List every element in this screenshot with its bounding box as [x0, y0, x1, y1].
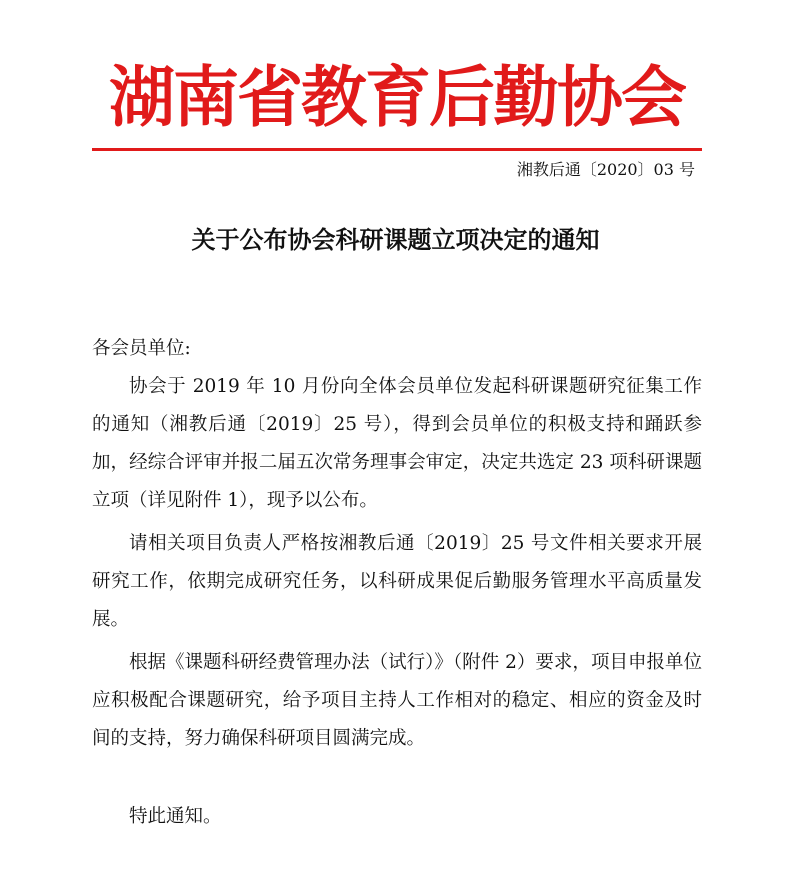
notice-body — [92, 330, 702, 836]
salutation: 各会员单位: — [92, 338, 191, 359]
organization-letterhead: 湖南省教育后勤协会 — [109, 59, 685, 136]
paragraph-1: 协会于 2019 年 10 月份向全体会员单位发起科研课题研究征集工作的通知（湘教后通〔2019〕25 号），得到会员单位的积极支持和踊跃参加，经综合评审并报二届五次常务理事会审定，决定共选定 23 项科研课题立项（详见附件 1），现予以公布。 — [92, 376, 702, 511]
closing-line: 特此通知。 — [129, 806, 222, 827]
letterhead-divider — [92, 148, 702, 151]
paragraph-3: 根据《课题科研经费管理办法（试行）》（附件 2）要求，项目申报单位应积极配合课题研究，给予项目主持人工作相对的稳定、相应的资金及时间的支持，努力确保科研项目圆满完成。 — [92, 652, 702, 749]
document-number: 湘教后通〔2020〕03 号 — [516, 160, 695, 179]
notice-title: 关于公布协会科研课题立项决定的通知 — [191, 225, 600, 254]
paragraph-2: 请相关项目负责人严格按湘教后通〔2019〕25 号文件相关要求开展研究工作，依期完成研究任务，以科研成果促后勤服务管理水平高质量发展。 — [92, 533, 702, 630]
